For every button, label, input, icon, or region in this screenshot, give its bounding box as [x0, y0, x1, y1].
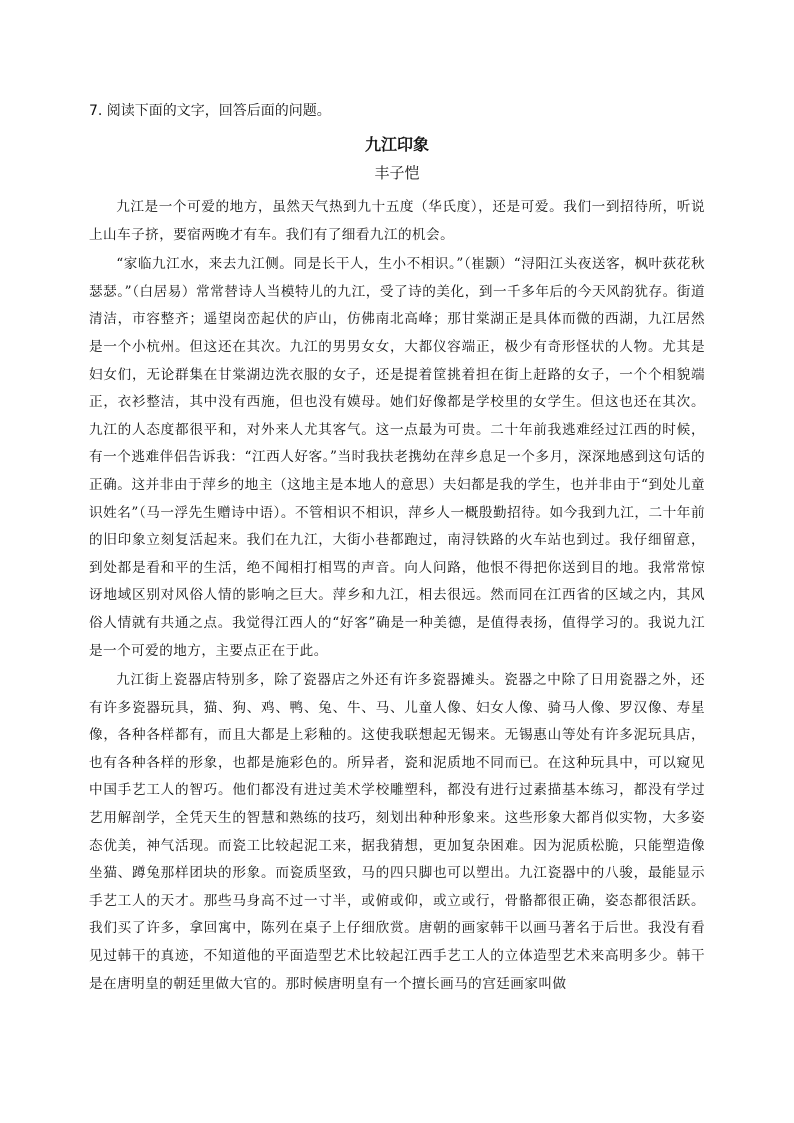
question-prompt: 7. 阅读下面的文字，回答后面的问题。 [89, 103, 331, 119]
article-title: 九江印象 [364, 135, 429, 154]
article-body [89, 194, 705, 1000]
paragraph-2: “家临九江水，来去九江侧。同是长干人，生小不相识。”（崔颢）“浔阳江头夜送客，枫叶荻花秋瑟瑟。”（白居易）常常替诗人当模特儿的九江，受了诗的美化，到一千多年后的今天风韵犹存。街道清洁，市容整齐；遥望岗峦起伏的庐山，仿佛南北高峰；那甘棠湖正是具体而微的西湖，九江居然是一个小杭州。但这还在其次。九江的男男女女，大都仪容端正，极少有奇形怪状的人物。尤其是妇女们，无论群集在甘棠湖边洗衣服的女子，还是提着筐挑着担在街上赶路的女子，一个个相貌端正，衣衫整洁，其中没有西施，但也没有嫫母。她们好像都是学校里的女学生。但这也还在其次。九江的人态度都很平和，对外来人尤其客气。这一点最为可贵。二十年前我逃难经过江西的时候，有一个逃难伴侣告诉我：“江西人好客。”当时我扶老携幼在萍乡息足一个多月，深深地感到这句话的正确。这并非由于萍乡的地主（这地主是本地人的意思）夫妇都是我的学生，也并非由于“到处儿童识姓名”（马一浮先生赠诗中语）。不管相识不相识，萍乡人一概殷勤招待。如今我到九江，二十年前的旧印象立刻复活起来。我们在九江，大街小巷都跑过，南浔铁路的火车站也到过。我仔细留意，到处都是看和平的生活，绝不闻相打相骂的声音。向人问路，他恨不得把你送到目的地。我常常惊讶地域区别对风俗人情的影响之巨大。萍乡和九江，相去很远。然而同在江西省的区域之内，其风俗人情就有共通之点。我觉得江西人的“好客”确是一种美德，是值得表扬，值得学习的。我说九江是一个可爱的地方，主要点正在于此。 [89, 256, 705, 659]
paragraph-1: 九江是一个可爱的地方，虽然天气热到九十五度（华氏度），还是可爱。我们一到招待所，听说上山车子挤，要宿两晚才有车。我们有了细看九江的机会。 [89, 199, 705, 243]
article-author: 丰子恺 [374, 164, 420, 182]
paragraph-3: 九江街上瓷器店特别多，除了瓷器店之外还有许多瓷器摊头。瓷器之中除了日用瓷器之外，还有许多瓷器玩具，猫、狗、鸡、鸭、兔、牛、马、儿童人像、妇女人像、骑马人像、罗汉像、寿星像，各种各样都有，而且大都是上彩釉的。这使我联想起无锡来。无锡惠山等处有许多泥玩具店，也有各种各样的形象，也都是施彩色的。所异者，瓷和泥质地不同而已。在这种玩具中，可以窥见中国手艺工人的智巧。他们都没有进过美术学校雕塑科，都没有进行过素描基本练习，都没有学过艺用解剖学，全凭天生的智慧和熟练的技巧，刻划出种种形象来。这些形象大都肖似实物，大多姿态优美，神气活现。而瓷工比较起泥工来，据我猜想，更加复杂困难。因为泥质松脆，只能塑造像坐猫、蹲兔那样团块的形象。而瓷质坚致，马的四只脚也可以塑出。九江瓷器中的八骏，最能显示手艺工人的天才。那些马身高不过一寸半，或俯或仰，或立或行，骨骼都很正确，姿态都很活跃。我们买了许多，拿回寓中，陈列在桌子上仔细欣赏。唐朝的画家韩干以画马著名于后世。我没有看见过韩干的真迹，不知道他的平面造型艺术比较起江西手艺工人的立体造型艺术来高明多少。韩干是在唐明皇的朝廷里做大官的。那时候唐明皇有一个擅长画马的宫廷画家叫做 [89, 672, 705, 992]
